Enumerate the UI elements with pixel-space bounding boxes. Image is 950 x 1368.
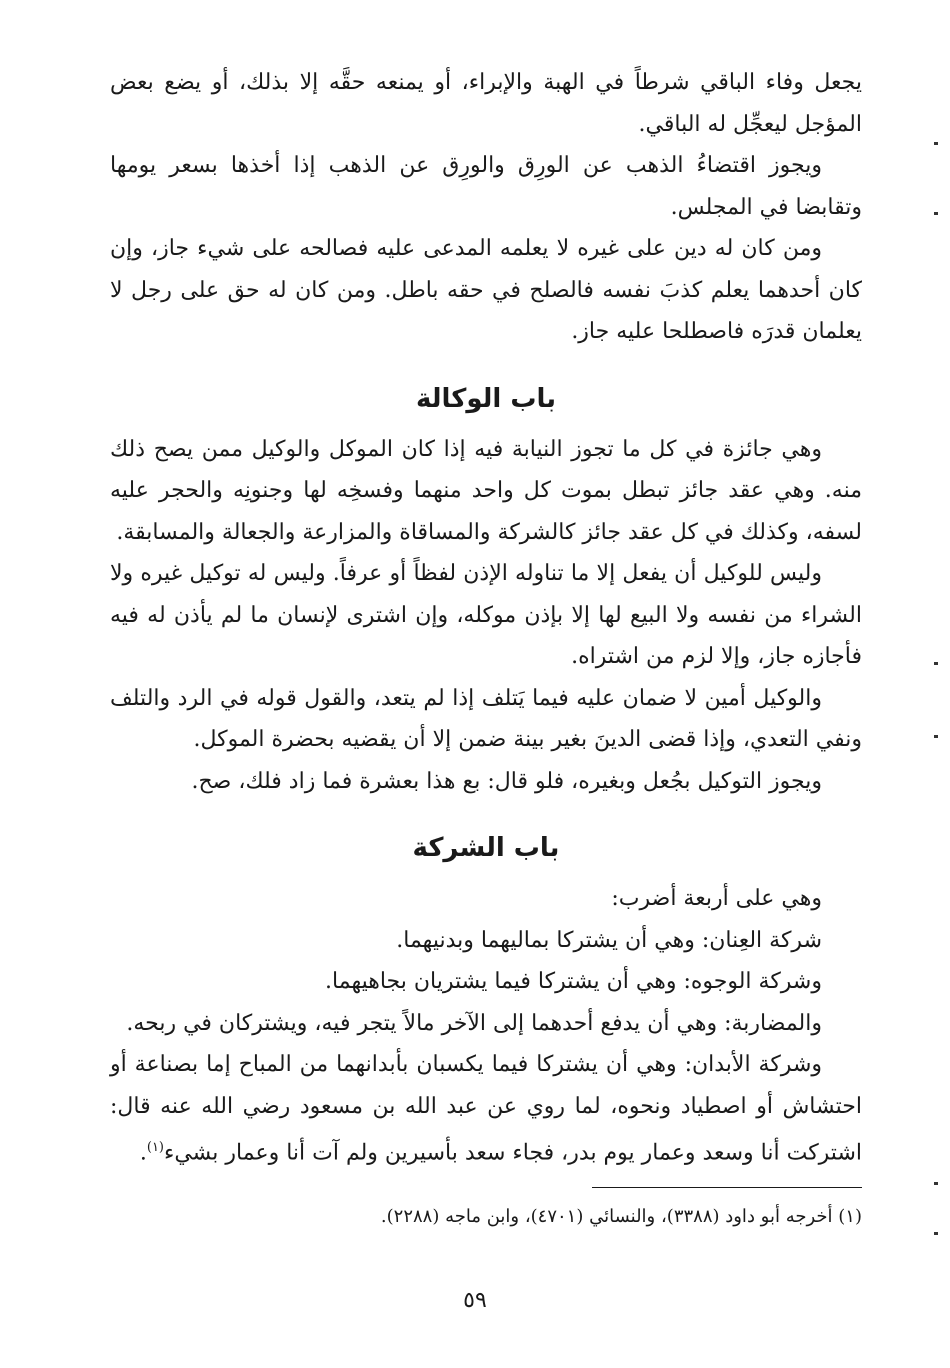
paragraph-wakala-1: وهي جائزة في كل ما تجوز النيابة فيه إذا كان الموكل والوكيل ممن يصح ذلك منه. وهي عقد جائز تبطل بموت كل واحد منهما وفسخِه لها وجنونِه والحجر عليه لسفه، وكذلك في كل عقد جائز كالشركة والمساقاة والمزارعة والجعالة والمسابقة.: [110, 436, 862, 545]
paragraph-wakala-2: وليس للوكيل أن يفعل إلا ما تناوله الإذن لفظاً أو عرفاً. وليس له توكيل غيره ولا الشراء من نفسه ولا البيع لها إلا بإذن موكله، وإن اشترى لإنسان ما لم يأذن له فيه فأجازه جاز، وإلا لزم من اشتراه.: [110, 561, 862, 669]
sharika-inan: شركة العِنان: وهي أن يشتركا بماليهما وبدنيهما.: [396, 927, 822, 953]
margin-dot: [934, 1232, 938, 1235]
section-title-sharika: باب الشركة: [412, 833, 560, 863]
paragraph-wakala-3: والوكيل أمين لا ضمان عليه فيما يَتلف إذا لم يتعد، والقول قوله في الرد والتلف ونفي التعدي، وإذا قضى الدينَ بغير بينة ضمن إلا أن يقضيه بحضرة الموكل.: [110, 685, 862, 752]
margin-dot: [934, 735, 938, 738]
page-body: [110, 62, 862, 1174]
margin-dot: [934, 142, 938, 145]
page-number: ٥٩: [463, 1288, 487, 1313]
sharika-wujuh: وشركة الوجوه: وهي أن يشتركا فيما يشتريان بجاهيهما.: [325, 969, 822, 994]
footnote-divider: [592, 1187, 862, 1188]
paragraph-exchange: ويجوز اقتضاءُ الذهب عن الورِق والورِق عن الذهب إذا أخذها بسعر يومها وتقابضا في المجلس.: [110, 153, 862, 220]
sharika-mudaraba: والمضاربة: وهي أن يدفع أحدهما إلى الآخر مالاً يتجر فيه، ويشتركان في ربحه.: [126, 1010, 822, 1036]
margin-dot: [934, 1182, 938, 1185]
section-title-wakala: باب الوكالة: [415, 383, 557, 414]
paragraph-continuation: يجعل وفاء الباقي شرطاً في الهبة والإبراء، أو يمنعه حقَّه إلا بذلك، أو يضع بعض المؤجل ليعجِّل له الباقي.: [110, 70, 862, 137]
sharika-intro: وهي على أربعة أضرب:: [611, 886, 822, 911]
sharika-abdan-text: وشركة الأبدان: وهي أن يشتركا فيما يكسبان بأبدانهما من المباح إما بصناعة أو احتشاش أو اصطياد ونحوه، لما روي عن عبد الله بن مسعود رضي الله عنه قال: اشتركت أنا وسعد وعمار يوم بدر، فجاء سعد بأسيرين ولم آت أنا وعمار بشيء: [110, 1052, 862, 1166]
margin-dot: [934, 662, 938, 665]
paragraph-wakala-4: ويجوز التوكيل بجُعل وبغيره، فلو قال: بع هذا بعشرة فما زاد فلك، صح.: [191, 768, 822, 794]
sharika-abdan: [110, 1044, 862, 1174]
paragraph-settlement: ومن كان له دين على غيره لا يعلمه المدعى عليه فصالحه على شيء جاز، وإن كان أحدهما يعلم كذبَ نفسه فالصلح في حقه باطل. ومن كان له حق على رجل لا يعلمان قدرَه فاصطلحا عليه جاز.: [110, 236, 862, 344]
sharika-abdan-end: .: [139, 1140, 147, 1166]
footnote-text: (١) أخرجه أبو داود (٣٣٨٨)، والنسائي (٤٧٠١)، وابن ماجه (٢٢٨٨).: [380, 1206, 862, 1227]
footnote-reference[interactable]: (١): [146, 1140, 164, 1155]
margin-dot: [934, 212, 938, 215]
